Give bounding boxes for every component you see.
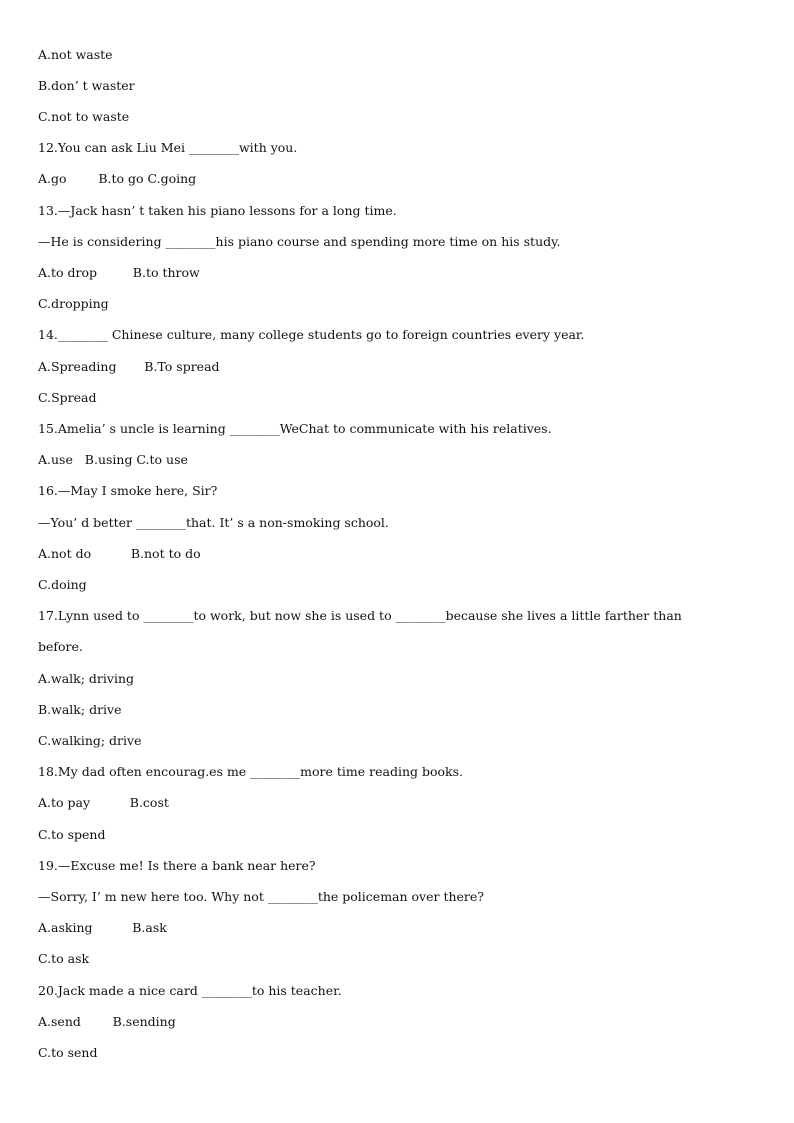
option-line: A.not waste xyxy=(38,47,113,62)
option-line: C.dropping xyxy=(38,296,109,311)
dialogue-line: —He is considering ________his piano course and spending more time on his study. xyxy=(38,234,561,249)
question-16: 16.—May I smoke here, Sir? xyxy=(38,483,218,498)
dialogue-line: —Sorry, I’ m new here too. Why not ________the policeman over there? xyxy=(38,889,484,904)
question-20: 20.Jack made a nice card ________to his teacher. xyxy=(38,983,342,998)
option-line: B.don’ t waster xyxy=(38,78,135,93)
option-line: A.not do B.not to do xyxy=(38,546,201,561)
question-17-continued: before. xyxy=(38,639,83,654)
option-line: C.to send xyxy=(38,1045,98,1060)
option-line: C.not to waste xyxy=(38,109,130,124)
option-line: C.to spend xyxy=(38,827,106,842)
question-12: 12.You can ask Liu Mei ________with you. xyxy=(38,140,298,155)
question-13: 13.—Jack hasn’ t taken his piano lessons for a long time. xyxy=(38,203,397,218)
option-line: C.Spread xyxy=(38,390,97,405)
option-line: A.go B.to go C.going xyxy=(38,171,197,186)
option-line: A.send B.sending xyxy=(38,1014,176,1029)
option-line: A.to drop B.to throw xyxy=(38,265,200,280)
option-line: C.doing xyxy=(38,577,87,592)
option-line: A.Spreading B.To spread xyxy=(38,359,220,374)
option-line: C.to ask xyxy=(38,951,90,966)
question-15: 15.Amelia’ s uncle is learning ________WeChat to communicate with his relatives. xyxy=(38,421,552,436)
option-line: C.walking; drive xyxy=(38,733,142,748)
option-line: A.asking B.ask xyxy=(38,920,167,935)
question-18: 18.My dad often encourag.es me ________more time reading books. xyxy=(38,764,464,779)
question-14: 14.________ Chinese culture, many college students go to foreign countries every year. xyxy=(38,327,585,342)
question-19: 19.—Excuse me! Is there a bank near here? xyxy=(38,858,316,873)
question-17: 17.Lynn used to ________to work, but now she is used to ________because she lives a little farther than xyxy=(38,608,682,623)
option-line: B.walk; drive xyxy=(38,702,122,717)
option-line: A.use B.using C.to use xyxy=(38,452,188,467)
option-line: A.to pay B.cost xyxy=(38,795,169,810)
dialogue-line: —You’ d better ________that. It’ s a non-smoking school. xyxy=(38,515,389,530)
option-line: A.walk; driving xyxy=(38,671,134,686)
